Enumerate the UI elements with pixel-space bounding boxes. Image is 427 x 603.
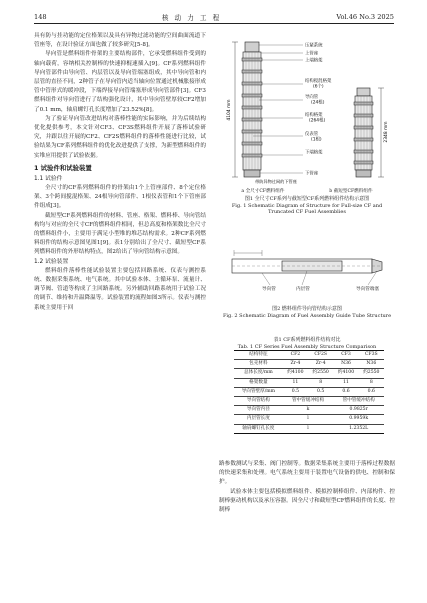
label-structural-grid-count: (264根) (309, 118, 326, 124)
left-column (34, 32, 206, 313)
table-cell: 总体长度/mm (234, 369, 283, 378)
table-cell: 8 (359, 378, 384, 387)
table-cell: 0.6 (333, 387, 358, 396)
intro-paragraph-1: 具有防与挂功能的定位格架以及具有异物过滤功能的空间曲面流道下管座等，在设计验证方面也做了较多研究[5-8]。 (34, 33, 206, 49)
table-cell: l (283, 415, 334, 424)
table-1-structure-comparison (234, 350, 384, 434)
intro-paragraph-2: 导向管是燃料组件骨架的主要结构部件，它承受燃料组件受到的轴向载荷，容纳相关控制棒的快速抑棍速插入[9]。CF系列燃料组件导向管部件由导向管、内层管以及导向管端塞组成，其中导向管和内层管的直径不同，2种管子在导向管内适当轴向位置通过机械胀接形成管中管形式的缓冲段，下端焊接导向管端塞形成导向管部件[3]。CF3燃料组件对导向管进行了结构强化设计，其中导向管壁厚较CF2增加了0.1 mm，轴肩螺钉孔长度增加了23.52%[8]。 (34, 51, 206, 113)
table-cell: 8 (308, 378, 333, 387)
figure-1-subcaption-a: a 全尺寸CF燃料组件 (241, 189, 285, 194)
right-paragraph-1: 路参数测试与采集、阀门控制等。数据采集系统主要用于落棒过程数据的快速采集和处理。电气系统主要用于装置电气设备的供电、控制和保护。 (219, 461, 395, 486)
figure-2-guide-tube-diagram (222, 245, 392, 305)
figure-1-caption-block (219, 188, 395, 216)
figure-2-caption-block (219, 306, 395, 319)
label-mixing-grid-count: (6个) (313, 84, 324, 90)
table-row (234, 378, 384, 387)
table-cell: 0.5 (308, 387, 333, 396)
figure-1-fuel-assembly-diagram (219, 36, 395, 188)
table-cell: 导向管内径 (234, 406, 283, 415)
page-header (34, 11, 394, 23)
table-cell: Zr-4 (308, 360, 333, 369)
label-top-nozzle: 上管座 (305, 51, 319, 57)
table-row (234, 387, 384, 396)
label-guide-tube: 导向管 (305, 95, 319, 100)
subsection-1-2-paragraph-1: 燃料组件落棒性能试验装置主要包括回路系统、仪表与测控系统、数据采集系统、电气系统。其中试验本体、主循环泵、流量计、调节阀、管道等构成了主回路系统。另外辅助回路系统用于试验工况的调节、维持和升温降温等。试验装置的流程如图3所示。仪表与测控系统主要用于回 (34, 267, 206, 311)
table-row (234, 415, 384, 424)
label-instrument-tube-count: (1根) (311, 137, 322, 143)
label-hold-down-system: 压紧系统 (305, 43, 323, 49)
table-header-cell: 结构特征 (234, 351, 283, 360)
table-row (234, 396, 384, 405)
label-top-end-grid: 上端格架 (305, 58, 323, 64)
figure-2-label-inner-tube: 内层管 (296, 287, 310, 292)
full-size-dimension-label: 4104 mm (227, 99, 232, 121)
table-1-caption-cn: 表1 CF系列燃料组件结构对比 (273, 337, 341, 343)
table-row (234, 360, 384, 369)
table-cell: 包壳材料 (234, 360, 283, 369)
label-instrument-tube: 仪表管 (305, 132, 319, 137)
table-cell: 约2550 (359, 369, 384, 378)
table-cell: 约4100 (333, 369, 358, 378)
label-guide-tube-count: (24根) (311, 100, 325, 106)
table-cell: N36 (359, 360, 384, 369)
table-cell: N36 (333, 360, 358, 369)
figure-2-caption-en: Fig. 2 Schematic Diagram of Fuel Assembly Guide Tube Structure (222, 312, 392, 319)
label-mixing-grid: 结构搅混格架 (305, 79, 332, 84)
table-header-cell: CF3S (359, 351, 384, 360)
table-cell: k (283, 406, 334, 415)
table-cell: 内层管长度 (234, 415, 283, 424)
full-size-assembly-drawing (226, 42, 262, 177)
table-cell: l (283, 424, 334, 433)
table-cell: 格架数量 (234, 378, 283, 387)
right-column-text (219, 460, 395, 515)
intro-paragraph-3: 为了验证导向管改进结构对落棒性能的实际影响，并为后续结构优化提供参考，本文针对CF3、CF3S燃料组件开展了落棒试验研究，并跟以往开展的CF2、CF2S燃料组件的落棒性能进行比较，试验结果为CF系列燃料组件的优化改进提供了支撑，为新型燃料组件的实堆应用提供了试验依据。 (34, 115, 206, 159)
table-cell: 管中管缓冲结构 (283, 396, 334, 405)
table-cell: 导向管壁厚/mm (234, 387, 283, 396)
table-cell: Zr-4 (283, 360, 308, 369)
subsection-1-1-heading: 1.1 试验件 (34, 175, 63, 182)
table-cell: 轴肩螺钉孔长度 (234, 424, 283, 433)
table-cell: 1.2352L (333, 424, 384, 433)
subsection-1-1-paragraph-2: 截短型CF系列燃料组件的材料、管座、格架、燃料棒、导向管结构均与对应的全尺寸CF的燃料组件相同，但总高度和格架数比全尺寸的燃料组件小，主要用于满足小型堆的堆芯结构需求。2种CF系列燃料组件的结构示意图见图1[9]。表1分别给出了全尺寸、截短型CF系列燃料组件的外形结构特点，图2给出了导向管结构示意图。 (34, 212, 206, 256)
table-row (234, 424, 384, 433)
section-1-heading: 1 试验件和试验装置 (34, 163, 92, 172)
label-bottom-end-grid: 下端格架 (305, 150, 323, 156)
table-header-cell: CF2S (308, 351, 333, 360)
subsection-1-2-heading: 1.2 试验装置 (34, 258, 69, 265)
figure-2-label-guide-tube: 导向管 (262, 287, 276, 292)
truncated-dimension-label: 2348 mm (384, 121, 389, 143)
subsection-1-1-paragraph-1: 全尺寸的CF系列燃料组件的骨架由1个上管座部件、8个定位格架、3个跨间搅混格架、24根导向管部件、1根仪表管和1个下管座部件组成[3]。 (34, 185, 206, 210)
figure-2-caption-cn: 图2 燃料组件导向管结构示意图 (272, 306, 342, 312)
figure-1-subcaption-b: b 截短型CF燃料组件 (329, 189, 373, 194)
label-bottom-nozzle: 下管座 (305, 171, 319, 177)
table-cell: 0.9825r (333, 406, 384, 415)
figure-1-caption-cn: 图1 全尺寸CF系列与截短型CF系列燃料组件结构示意图 (244, 196, 370, 202)
truncated-assembly-drawing (354, 88, 389, 177)
table-header-row (234, 351, 384, 360)
table-row (234, 369, 384, 378)
table-cell: 约2550 (308, 369, 333, 378)
table-cell: 管中管缓冲结构 (333, 396, 384, 405)
table-cell: 导向管结构 (234, 396, 283, 405)
table-row (234, 406, 384, 415)
table-cell: 11 (333, 378, 358, 387)
figure-1-caption-en: Fig. 1 Schematic Diagram of Structure for Full-size CF and Truncated CF Fuel Assemblies (231, 202, 383, 216)
right-paragraph-2: 试验本体主要包括模拟燃料组件、模拟控制棒组件、内部构件、控制棒驱动机构以及承压容器。因全尺寸和截短型CF燃料组件的长度、控制棒 (219, 488, 395, 514)
header-rule (34, 23, 394, 24)
table-cell: 0.6 (359, 387, 384, 396)
table-1-caption-en: Tab. 1 CF Series Fuel Assembly Structure Comparison (237, 343, 377, 350)
table-1-caption-block (219, 337, 395, 350)
figure-2-label-end-plug: 导向管端塞 (356, 287, 379, 292)
journal-title: 核 动 力 工 程 (161, 14, 222, 22)
table-cell: 11 (283, 378, 308, 387)
page-number: 148 (34, 13, 47, 21)
table-header-cell: CF2 (283, 351, 308, 360)
label-structural-grid: 结构格架 (305, 113, 323, 118)
table-header-cell: CF3 (333, 351, 358, 360)
table-cell: 0.9959k (333, 415, 384, 424)
volume-info: Vol.46 No.3 2025 (336, 13, 394, 21)
figure-1-note: 带防异物过网的下管座 (255, 179, 297, 184)
table-cell: 约4100 (283, 369, 308, 378)
table-cell: 0.5 (283, 387, 308, 396)
